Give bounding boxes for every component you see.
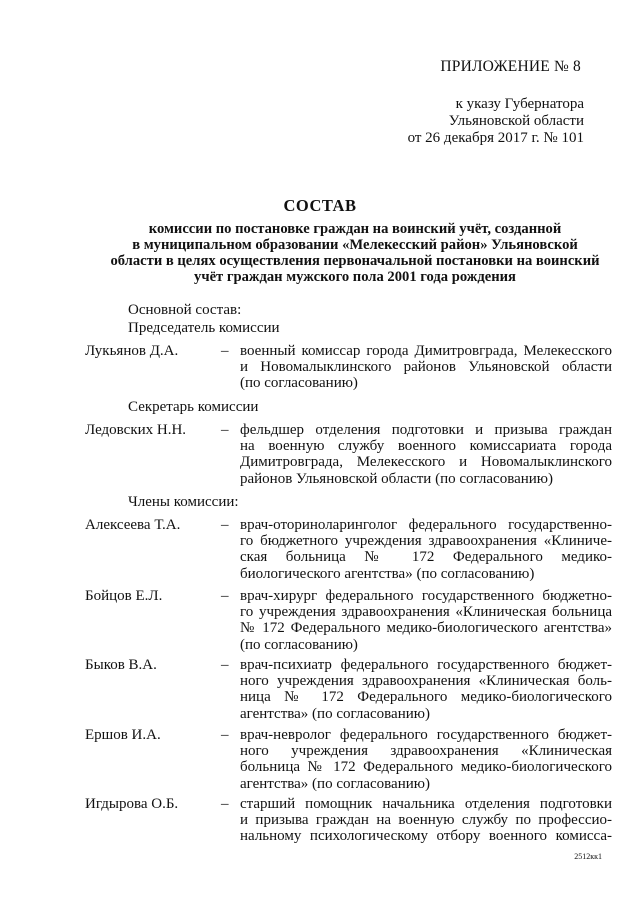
member-position bbox=[240, 657, 612, 722]
dash-separator: – bbox=[221, 517, 229, 533]
position-line: врач-оториноларинголог федерального государственно- bbox=[240, 517, 612, 533]
member-name: Быков В.А. bbox=[85, 657, 157, 673]
decree-line: от 26 декабря 2017 г. № 101 bbox=[407, 130, 584, 146]
document-subtitle bbox=[110, 221, 600, 285]
member-name: Игдырова О.Б. bbox=[85, 796, 179, 812]
position-line: го бюджетного учреждения здравоохранения «Клиниче- bbox=[240, 533, 612, 550]
position-line: и призыва граждан на военную службу по профессио- bbox=[240, 812, 612, 829]
member-position bbox=[240, 343, 612, 392]
document-code: 2512кк1 bbox=[574, 852, 602, 861]
position-line: фельдшер отделения подготовки и призыва граждан bbox=[240, 422, 612, 438]
position-line: агентства» (по согласованию) bbox=[240, 705, 430, 722]
appendix-number: ПРИЛОЖЕНИЕ № 8 bbox=[440, 58, 581, 75]
position-line: районов Ульяновской области (по согласованию) bbox=[240, 470, 553, 487]
position-line: и Новомалыклинского районов Ульяновской области bbox=[240, 359, 612, 376]
dash-separator: – bbox=[221, 343, 229, 359]
decree-line: Ульяновской области bbox=[448, 113, 584, 129]
member-position bbox=[240, 422, 612, 487]
section-members: Члены комиссии: bbox=[128, 494, 239, 510]
member-position bbox=[240, 517, 612, 582]
member-name: Алексеева Т.А. bbox=[85, 517, 181, 533]
section-secretary: Секретарь комиссии bbox=[128, 399, 259, 415]
dash-separator: – bbox=[221, 588, 229, 604]
member-position bbox=[240, 727, 612, 792]
position-line: врач-хирург федерального государственного бюджетно- bbox=[240, 588, 612, 604]
section-chairman: Председатель комиссии bbox=[128, 320, 280, 336]
position-line: Димитровграда, Мелекесского и Новомалыклинского bbox=[240, 454, 612, 471]
decree-line: к указу Губернатора bbox=[455, 96, 584, 112]
position-line: старший помощник начальника отделения подготовки bbox=[240, 796, 612, 812]
position-line: № 172 Федерального медико-биологического агентства» bbox=[240, 620, 612, 637]
position-line: врач-невролог федерального государственного бюджет- bbox=[240, 727, 612, 743]
position-line: врач-психиатр федерального государственного бюджет- bbox=[240, 657, 612, 673]
member-position bbox=[240, 796, 612, 845]
position-line: ская больница № 172 Федерального медико- bbox=[240, 549, 612, 566]
position-line: нальному психологическому отбору военного комисса- bbox=[240, 828, 612, 845]
member-name: Бойцов Е.Л. bbox=[85, 588, 163, 604]
position-line: агентства» (по согласованию) bbox=[240, 775, 430, 792]
position-line: ного учреждения здравоохранения «Клиническая боль- bbox=[240, 673, 612, 690]
position-line: го учреждения здравоохранения «Клиническая больница bbox=[240, 604, 612, 621]
dash-separator: – bbox=[221, 657, 229, 673]
subtitle-line: области в целях осуществления первоначальной постановки на воинский bbox=[110, 253, 600, 269]
member-name: Лукьянов Д.А. bbox=[85, 343, 179, 359]
member-name: Ершов И.А. bbox=[85, 727, 161, 743]
dash-separator: – bbox=[221, 796, 229, 812]
position-line: (по согласованию) bbox=[240, 375, 358, 392]
position-line: на военную службу военного комиссариата города bbox=[240, 438, 612, 455]
dash-separator: – bbox=[221, 727, 229, 743]
subtitle-line: учёт граждан мужского пола 2001 года рождения bbox=[194, 269, 516, 285]
position-line: (по согласованию) bbox=[240, 636, 358, 653]
position-line: больница № 172 Федерального медико-биологического bbox=[240, 759, 612, 776]
position-line: биологического агентства» (по согласованию) bbox=[240, 565, 535, 582]
position-line: ница № 172 Федерального медико-биологического bbox=[240, 689, 612, 706]
member-position bbox=[240, 588, 612, 653]
subtitle-line: комиссии по постановке граждан на воинский учёт, созданной bbox=[148, 221, 562, 237]
section-main-composition: Основной состав: bbox=[128, 302, 242, 318]
member-name: Ледовских Н.Н. bbox=[85, 422, 187, 438]
dash-separator: – bbox=[221, 422, 229, 438]
subtitle-line: в муниципальном образовании «Мелекесский район» Ульяновской bbox=[132, 237, 578, 253]
position-line: ного учреждения здравоохранения «Клиническая bbox=[240, 743, 612, 760]
document-title: СОСТАВ bbox=[283, 196, 357, 215]
decree-reference bbox=[408, 96, 584, 147]
position-line: военный комиссар города Димитровграда, Мелекесского bbox=[240, 343, 612, 359]
